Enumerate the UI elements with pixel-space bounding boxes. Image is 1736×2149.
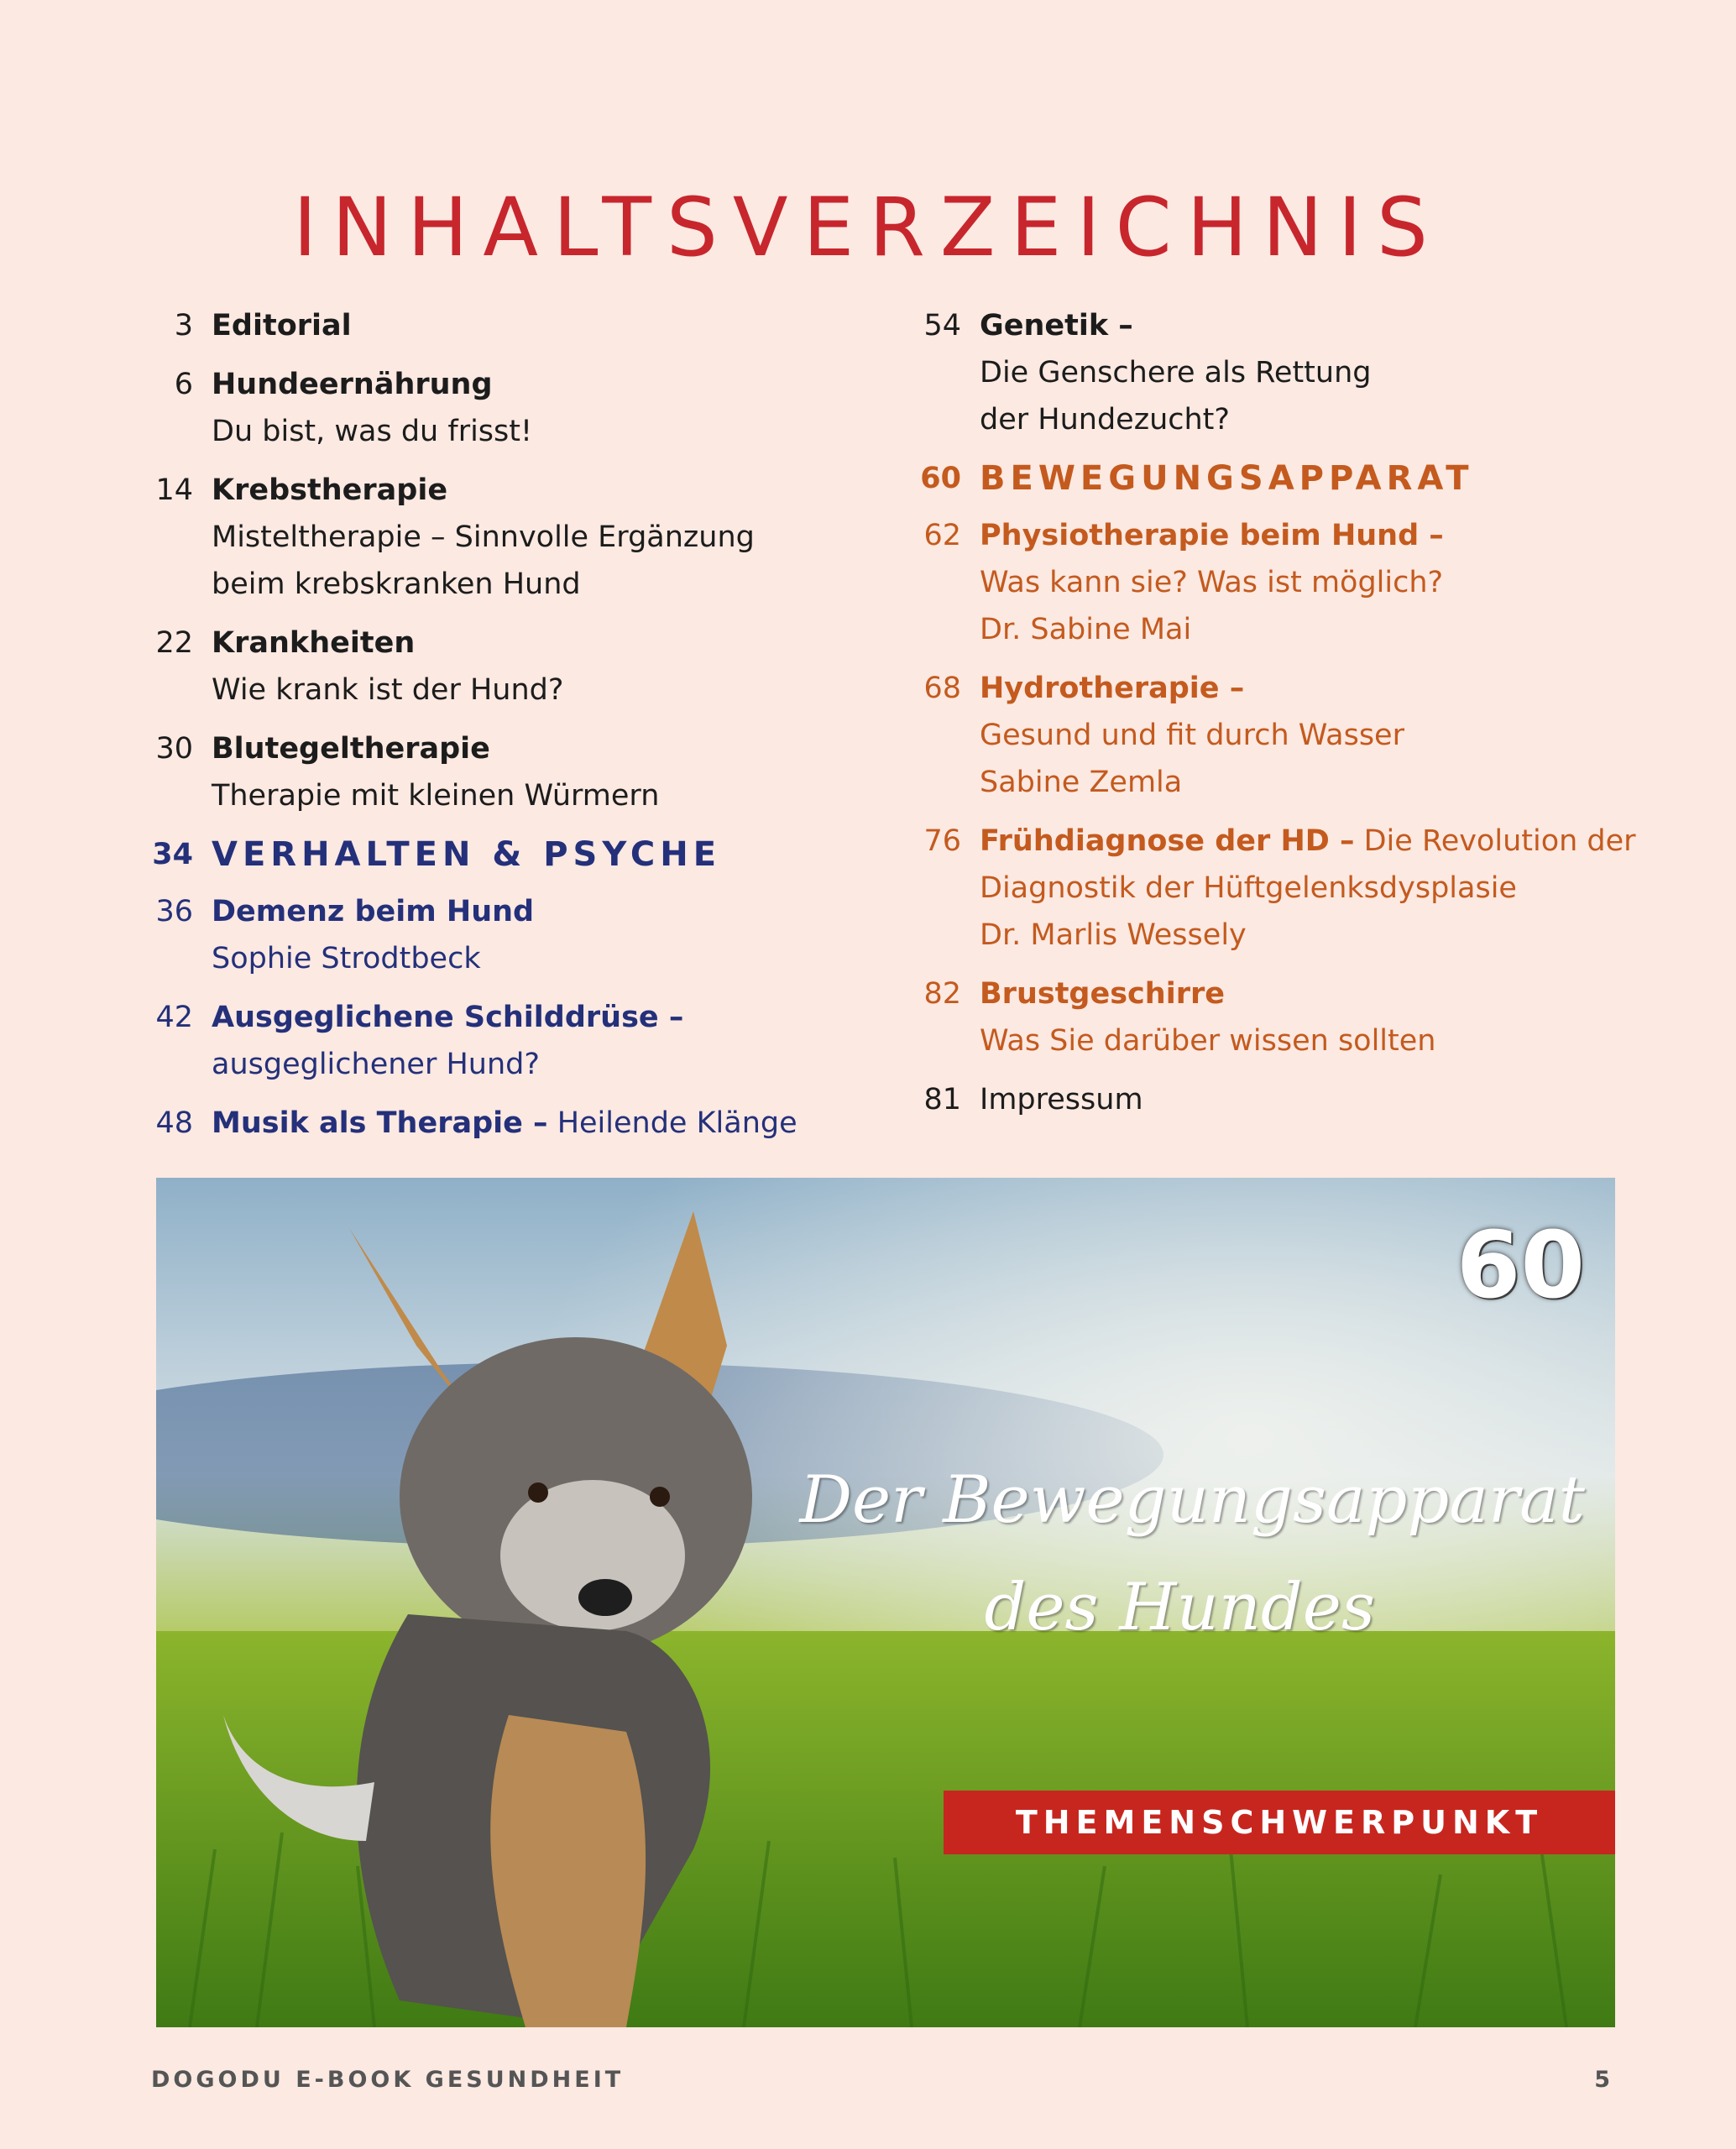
toc-entry[interactable] — [134, 994, 856, 1088]
toc-entry-title: Krankheiten — [212, 626, 416, 660]
toc-entry[interactable] — [134, 302, 856, 349]
toc-page-number: 48 — [155, 1106, 193, 1140]
toc-page-number: 68 — [923, 672, 961, 705]
toc-entry[interactable] — [134, 725, 856, 819]
toc-page-number: 3 — [174, 309, 193, 342]
toc-entry-title: Demenz beim Hund — [212, 895, 535, 928]
toc-entry-title: Impressum — [980, 1083, 1143, 1116]
toc-entry-subtitle: Was Sie darüber wissen sollten — [980, 1024, 1436, 1058]
toc-entry-subtitle: Dr. Sabine Mai — [980, 613, 1192, 646]
toc-entry-subtitle: Dr. Marlis Wessely — [980, 918, 1247, 952]
toc-page-number: 30 — [155, 732, 193, 766]
toc-page-number: 14 — [155, 473, 193, 507]
toc-entry-title: Hydrotherapie – — [980, 672, 1245, 705]
toc-page-number: 22 — [155, 626, 193, 660]
toc-entry-title: Editorial — [212, 309, 352, 342]
footer-publication: DOGODU E-BOOK GESUNDHEIT — [151, 2067, 625, 2093]
feature-headline-line1: Der Bewegungsapparat — [799, 1462, 1585, 1538]
toc-page-number: 54 — [923, 309, 961, 342]
toc-entry-title: Hundeernährung — [212, 368, 493, 401]
toc-entry-title: Blutegeltherapie — [212, 732, 490, 766]
toc-entry-subtitle-inline: Die Revolution der — [1354, 824, 1636, 858]
toc-entry-title: Frühdiagnose der HD – — [980, 824, 1355, 858]
toc-page-number: 36 — [155, 895, 193, 928]
section-title: VERHALTEN & PSYCHE — [212, 835, 722, 874]
toc-page-number: 6 — [174, 368, 193, 401]
toc-left-column — [134, 302, 856, 1158]
toc-entry-subtitle-inline: Heilende Klänge — [547, 1106, 797, 1140]
toc-entry-subtitle: ausgeglichener Hund? — [212, 1048, 540, 1081]
toc-entry-subtitle: Therapie mit kleinen Würmern — [212, 779, 660, 813]
toc-entry-subtitle: Gesund und fit durch Wasser — [980, 719, 1404, 752]
feature-image[interactable] — [156, 1178, 1615, 2027]
toc-right-column — [902, 302, 1658, 1135]
toc-entry-title: Physiotherapie beim Hund – — [980, 519, 1444, 552]
toc-page-number: 42 — [155, 1001, 193, 1034]
footer-page-number: 5 — [1594, 2067, 1613, 2093]
toc-entry[interactable] — [134, 361, 856, 455]
toc-entry[interactable] — [902, 512, 1658, 653]
toc-entry[interactable] — [134, 1100, 856, 1147]
toc-entry-subtitle: der Hundezucht? — [980, 403, 1230, 437]
toc-page-number: 62 — [923, 519, 961, 552]
toc-page-number: 60 — [920, 462, 961, 495]
toc-entry-subtitle: Was kann sie? Was ist möglich? — [980, 566, 1444, 599]
toc-section-heading[interactable] — [902, 455, 1658, 502]
toc-entry[interactable] — [902, 665, 1658, 806]
toc-entry[interactable] — [902, 302, 1658, 443]
feature-page-number: 60 — [1456, 1211, 1585, 1319]
toc-entry-title: Brustgeschirre — [980, 977, 1225, 1011]
toc-section-heading[interactable] — [134, 831, 856, 878]
toc-page-number: 76 — [923, 824, 961, 858]
toc-entry-title: Genetik – — [980, 309, 1133, 342]
toc-page-number: 82 — [923, 977, 961, 1011]
toc-entry-subtitle: Sophie Strodtbeck — [212, 942, 481, 975]
toc-entry-title: Ausgeglichene Schilddrüse – — [212, 1001, 684, 1034]
toc-entry[interactable] — [902, 970, 1658, 1064]
toc-entry-title: Musik als Therapie – — [212, 1106, 548, 1140]
themenschwerpunkt-banner: THEMENSCHWERPUNKT — [944, 1791, 1615, 1854]
toc-entry-title: Krebstherapie — [212, 473, 448, 507]
toc-entry-subtitle: beim krebskranken Hund — [212, 567, 581, 601]
page-title: INHALTSVERZEICHNIS — [293, 180, 1443, 275]
toc-entry[interactable] — [134, 467, 856, 608]
toc-entry-subtitle: Sabine Zemla — [980, 766, 1183, 799]
section-title: BEWEGUNGSAPPARAT — [980, 459, 1474, 498]
toc-entry[interactable] — [902, 818, 1658, 959]
toc-page-number: 34 — [152, 838, 193, 871]
toc-entry[interactable] — [902, 1076, 1658, 1123]
feature-headline — [745, 1446, 1585, 1661]
toc-entry-subtitle: Du bist, was du frisst! — [212, 415, 533, 448]
toc-entry-subtitle: Misteltherapie – Sinnvolle Ergänzung — [212, 520, 755, 554]
toc-entry-subtitle: Die Genschere als Rettung — [980, 356, 1372, 390]
toc-entry-subtitle: Wie krank ist der Hund? — [212, 673, 564, 707]
toc-page-number: 81 — [923, 1083, 961, 1116]
toc-entry[interactable] — [134, 620, 856, 714]
toc-entry-subtitle: Diagnostik der Hüftgelenksdysplasie — [980, 871, 1517, 905]
feature-headline-line2: des Hundes — [984, 1570, 1375, 1645]
toc-entry[interactable] — [134, 888, 856, 982]
